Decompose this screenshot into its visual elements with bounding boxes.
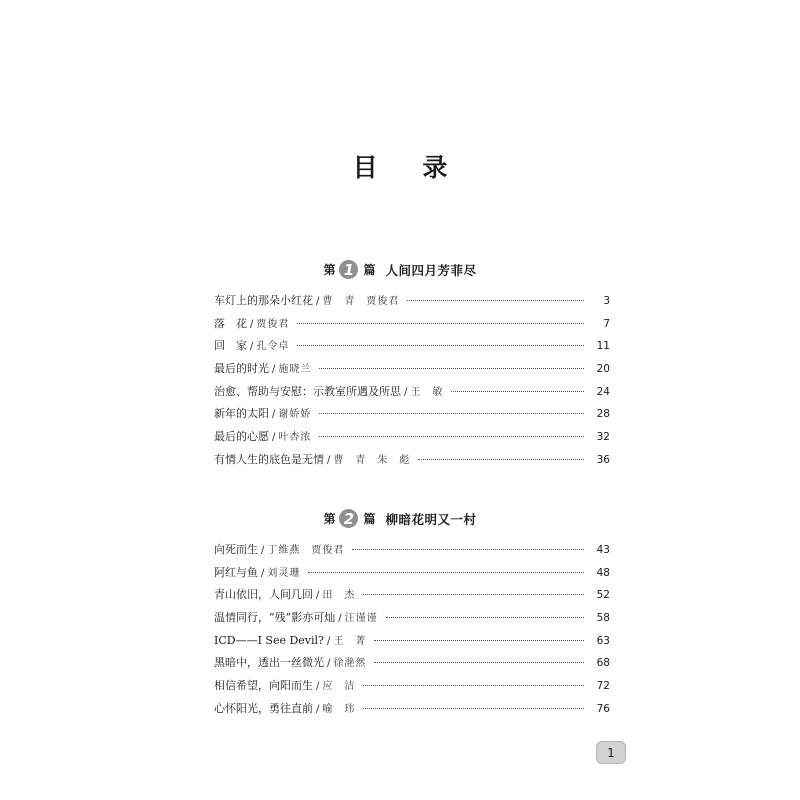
entry-title: 向死而生 [214, 543, 258, 556]
entry-author: 叶杏浓 [278, 432, 312, 444]
dot-leader [363, 594, 584, 595]
entry-page-number: 28 [596, 408, 610, 421]
author-separator: / [326, 635, 331, 647]
author-separator: / [316, 703, 320, 715]
page-title: 目 录 [352, 153, 466, 182]
part-suffix: 篇 [363, 263, 376, 277]
toc-entry[interactable] [214, 677, 610, 700]
author-separator: / [404, 386, 408, 398]
part-number-badge: 1 [339, 260, 358, 279]
dot-leader [319, 368, 584, 369]
toc-entry[interactable] [214, 541, 610, 564]
part-title: 柳暗花明又一村 [385, 511, 477, 527]
entry-author: 汪谨谨 [344, 613, 378, 625]
author-separator: / [261, 545, 265, 556]
part-heading-2 [0, 509, 800, 528]
entry-page-number: 3 [603, 295, 610, 307]
toc-entry[interactable] [214, 292, 610, 315]
author-separator: / [316, 681, 320, 693]
author-separator: / [261, 567, 265, 579]
author-separator: / [272, 364, 276, 376]
entry-title: 车灯上的那朵小红花 [214, 294, 313, 307]
entry-author: 刘灵珊 [267, 567, 301, 579]
entry-title: 阿红与鱼 [214, 565, 258, 579]
dot-leader [297, 323, 584, 324]
entry-page-number: 52 [596, 589, 610, 602]
entry-author: 徐滟然 [333, 658, 367, 670]
toc-entry[interactable] [214, 564, 610, 587]
entry-page-number: 43 [596, 544, 610, 556]
author-separator: / [250, 318, 254, 330]
entry-page-number: 24 [596, 385, 610, 398]
author-separator: / [338, 613, 342, 625]
entry-page-number: 72 [596, 680, 610, 693]
entry-title: 温情同行，“残”影亦可灿 [214, 611, 336, 625]
entry-author: 曹 青 贾俊君 [322, 296, 400, 307]
entry-title: 最后的时光 [214, 362, 269, 376]
entry-page-number: 20 [596, 363, 610, 376]
entry-title: ICD——I See Devil? [214, 633, 324, 647]
toc-entry[interactable] [214, 383, 610, 406]
dot-leader [319, 436, 584, 437]
entry-page-number: 63 [596, 634, 610, 647]
author-separator: / [250, 341, 254, 353]
dot-leader [319, 413, 584, 414]
dot-leader [352, 549, 584, 550]
toc-entry[interactable] [214, 360, 610, 383]
entry-author: 应 洁 [322, 681, 356, 693]
author-separator: / [272, 432, 276, 444]
part-heading-1 [0, 260, 800, 279]
toc-entry[interactable] [214, 586, 610, 609]
entry-page-number: 48 [596, 566, 610, 579]
entry-title: 最后的心愿 [214, 430, 269, 444]
entry-page-number: 68 [596, 657, 610, 670]
entry-title: 治愈、帮助与安慰：示教室所遇及所思 [214, 384, 401, 398]
part-prefix: 第 [323, 263, 336, 277]
author-separator: / [272, 409, 276, 421]
dot-leader [297, 345, 584, 346]
entry-title: 心怀阳光，勇往直前 [214, 701, 313, 715]
dot-leader [407, 300, 584, 301]
dot-leader [451, 391, 584, 392]
entry-page-number: 11 [596, 340, 610, 353]
entry-page-number: 32 [596, 431, 610, 444]
entry-title: 回 家 [214, 339, 247, 353]
author-separator: / [316, 590, 320, 602]
toc-entry[interactable] [214, 337, 610, 360]
toc-entry[interactable] [214, 700, 610, 723]
dot-leader [363, 708, 584, 709]
entry-author: 施晓兰 [278, 364, 312, 376]
toc-entry[interactable] [214, 315, 610, 338]
entry-title: 相信希望，向阳而生 [214, 679, 313, 693]
entry-author: 田 杰 [322, 590, 356, 602]
entry-author: 曹 青 朱 彪 [333, 454, 411, 466]
dot-leader [308, 572, 584, 573]
part-prefix: 第 [323, 512, 336, 526]
entry-author: 王 敏 [410, 386, 444, 398]
toc-list-part-2 [214, 541, 610, 723]
entry-author: 丁维燕 贾俊君 [267, 545, 345, 556]
toc-entry[interactable] [214, 405, 610, 428]
entry-author: 喻 玮 [322, 703, 356, 715]
entry-page-number: 7 [603, 317, 610, 330]
dot-leader [374, 662, 584, 663]
entry-title: 青山依旧，人间几回 [214, 588, 313, 602]
entry-page-number: 76 [596, 702, 610, 715]
dot-leader [363, 685, 584, 686]
entry-author: 谢娇娇 [278, 409, 312, 421]
entry-title: 黑暗中，透出一丝微光 [214, 656, 324, 670]
author-separator: / [327, 454, 331, 466]
part-title: 人间四月芳菲尽 [385, 262, 477, 278]
dot-leader [374, 640, 584, 641]
toc-entry[interactable] [214, 654, 610, 677]
part-suffix: 篇 [363, 512, 376, 526]
entry-title: 有情人生的底色是无情 [214, 452, 324, 466]
author-separator: / [327, 658, 331, 670]
dot-leader [418, 459, 584, 460]
entry-title: 落 花 [214, 316, 247, 330]
dot-leader [386, 617, 584, 618]
toc-entry[interactable] [214, 632, 610, 655]
toc-list-part-1 [214, 292, 610, 474]
part-number-badge: 2 [339, 509, 358, 528]
entry-page-number: 36 [596, 453, 610, 466]
entry-page-number: 58 [596, 612, 610, 625]
entry-author: 贾俊君 [256, 318, 290, 330]
toc-entry[interactable] [214, 609, 610, 632]
entry-title: 新年的太阳 [214, 407, 269, 421]
entry-author: 孔令卓 [256, 341, 290, 353]
page-number-badge: 1 [596, 741, 626, 764]
toc-entry[interactable] [214, 428, 610, 451]
author-separator: / [316, 296, 320, 307]
entry-author: 王 菁 [333, 635, 367, 647]
toc-entry[interactable] [214, 451, 610, 474]
